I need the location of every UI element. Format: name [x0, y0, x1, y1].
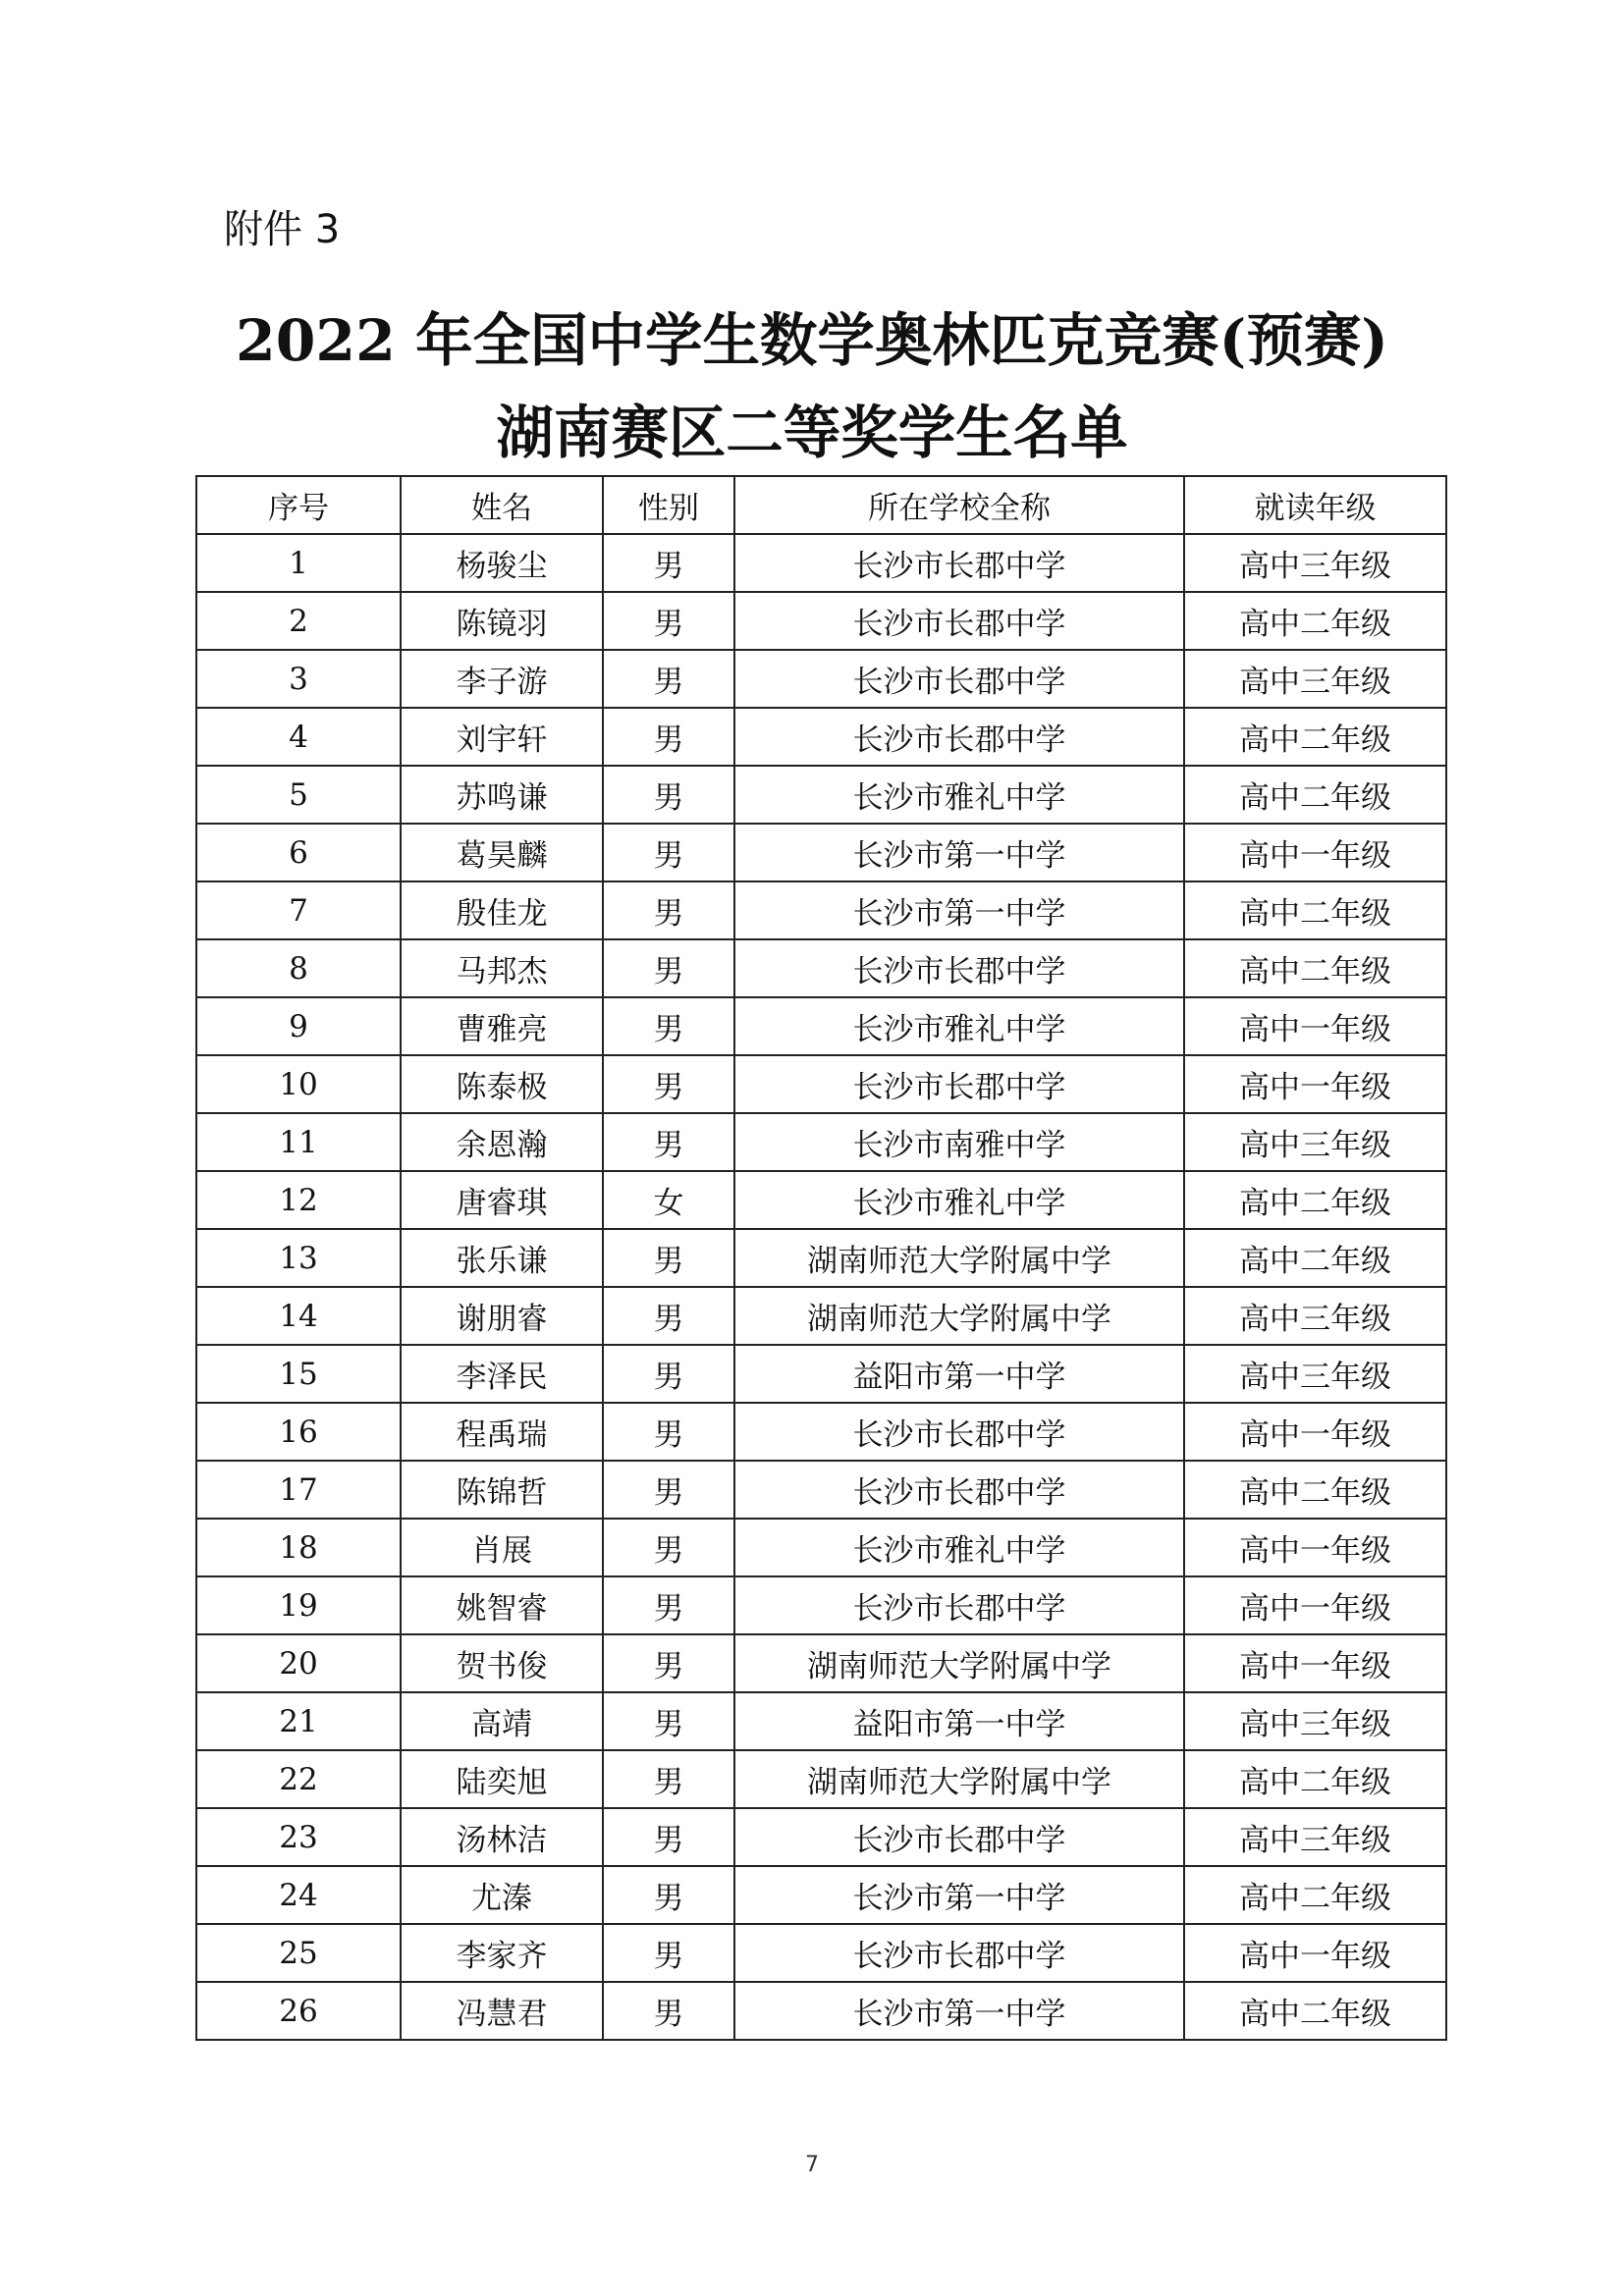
cell-serial-number: 22 [196, 1750, 401, 1808]
cell-name: 殷佳龙 [401, 881, 603, 939]
header-school: 所在学校全称 [734, 476, 1184, 534]
cell-grade: 高中三年级 [1184, 650, 1446, 708]
cell-serial-number: 15 [196, 1345, 401, 1403]
cell-grade: 高中一年级 [1184, 997, 1446, 1055]
cell-gender: 男 [603, 1345, 734, 1403]
table-row [196, 1055, 1446, 1113]
cell-gender: 男 [603, 997, 734, 1055]
cell-serial-number: 3 [196, 650, 401, 708]
cell-gender: 男 [603, 1634, 734, 1692]
cell-school: 长沙市雅礼中学 [734, 766, 1184, 824]
cell-serial-number: 8 [196, 939, 401, 997]
cell-grade: 高中三年级 [1184, 1808, 1446, 1866]
cell-school: 长沙市长郡中学 [734, 534, 1184, 592]
cell-gender: 男 [603, 1519, 734, 1576]
cell-gender: 男 [603, 534, 734, 592]
page-title-line-1: 2022 年全国中学生数学奥林匹克竞赛(预赛) [236, 306, 1388, 374]
cell-school: 长沙市第一中学 [734, 881, 1184, 939]
cell-school: 长沙市长郡中学 [734, 1461, 1184, 1519]
cell-gender: 男 [603, 1750, 734, 1808]
cell-name: 程禹瑞 [401, 1403, 603, 1461]
cell-serial-number: 7 [196, 881, 401, 939]
cell-school: 长沙市长郡中学 [734, 1576, 1184, 1634]
cell-serial-number: 4 [196, 708, 401, 766]
cell-grade: 高中二年级 [1184, 1229, 1446, 1287]
cell-serial-number: 21 [196, 1692, 401, 1750]
cell-name: 张乐谦 [401, 1229, 603, 1287]
cell-name: 马邦杰 [401, 939, 603, 997]
cell-serial-number: 5 [196, 766, 401, 824]
cell-school: 益阳市第一中学 [734, 1345, 1184, 1403]
cell-serial-number: 26 [196, 1982, 401, 2040]
cell-name: 高靖 [401, 1692, 603, 1750]
table-header-row [196, 476, 1446, 534]
table-row [196, 1808, 1446, 1866]
cell-name: 汤林洁 [401, 1808, 603, 1866]
cell-school: 长沙市长郡中学 [734, 650, 1184, 708]
cell-name: 谢朋睿 [401, 1287, 603, 1345]
cell-school: 长沙市雅礼中学 [734, 1171, 1184, 1229]
cell-name: 葛昊麟 [401, 824, 603, 881]
cell-grade: 高中二年级 [1184, 766, 1446, 824]
cell-school: 长沙市长郡中学 [734, 592, 1184, 650]
cell-serial-number: 23 [196, 1808, 401, 1866]
cell-serial-number: 20 [196, 1634, 401, 1692]
cell-serial-number: 6 [196, 824, 401, 881]
cell-gender: 男 [603, 1287, 734, 1345]
cell-gender: 男 [603, 1403, 734, 1461]
cell-serial-number: 24 [196, 1866, 401, 1924]
cell-serial-number: 14 [196, 1287, 401, 1345]
cell-serial-number: 11 [196, 1113, 401, 1171]
table-row [196, 1403, 1446, 1461]
cell-grade: 高中一年级 [1184, 1519, 1446, 1576]
cell-name: 余恩瀚 [401, 1113, 603, 1171]
table-header [196, 476, 1446, 534]
cell-gender: 男 [603, 592, 734, 650]
cell-gender: 男 [603, 1461, 734, 1519]
cell-name: 陆奕旭 [401, 1750, 603, 1808]
table-row [196, 766, 1446, 824]
cell-name: 尤溱 [401, 1866, 603, 1924]
cell-gender: 男 [603, 1055, 734, 1113]
cell-serial-number: 19 [196, 1576, 401, 1634]
cell-gender: 男 [603, 939, 734, 997]
cell-school: 益阳市第一中学 [734, 1692, 1184, 1750]
cell-grade: 高中二年级 [1184, 939, 1446, 997]
table-row [196, 1750, 1446, 1808]
cell-gender: 男 [603, 650, 734, 708]
cell-school: 长沙市长郡中学 [734, 939, 1184, 997]
cell-grade: 高中一年级 [1184, 824, 1446, 881]
table-row [196, 1576, 1446, 1634]
cell-school: 湖南师范大学附属中学 [734, 1750, 1184, 1808]
cell-name: 姚智睿 [401, 1576, 603, 1634]
table-row [196, 1924, 1446, 1982]
cell-serial-number: 13 [196, 1229, 401, 1287]
cell-school: 长沙市雅礼中学 [734, 997, 1184, 1055]
cell-grade: 高中二年级 [1184, 592, 1446, 650]
cell-gender: 男 [603, 881, 734, 939]
cell-serial-number: 9 [196, 997, 401, 1055]
table-row [196, 1519, 1446, 1576]
cell-name: 曹雅亮 [401, 997, 603, 1055]
table-row [196, 1982, 1446, 2040]
cell-school: 长沙市长郡中学 [734, 1924, 1184, 1982]
cell-grade: 高中一年级 [1184, 1576, 1446, 1634]
cell-school: 长沙市雅礼中学 [734, 1519, 1184, 1576]
cell-name: 唐睿琪 [401, 1171, 603, 1229]
cell-school: 长沙市长郡中学 [734, 1055, 1184, 1113]
cell-grade: 高中二年级 [1184, 881, 1446, 939]
table-row [196, 1287, 1446, 1345]
cell-serial-number: 25 [196, 1924, 401, 1982]
cell-gender: 男 [603, 766, 734, 824]
cell-serial-number: 17 [196, 1461, 401, 1519]
table-row [196, 592, 1446, 650]
cell-grade: 高中二年级 [1184, 708, 1446, 766]
cell-grade: 高中二年级 [1184, 1171, 1446, 1229]
table-row [196, 1461, 1446, 1519]
cell-school: 长沙市长郡中学 [734, 1403, 1184, 1461]
cell-grade: 高中三年级 [1184, 1692, 1446, 1750]
cell-name: 李家齐 [401, 1924, 603, 1982]
cell-serial-number: 2 [196, 592, 401, 650]
cell-name: 苏鸣谦 [401, 766, 603, 824]
table-row [196, 1692, 1446, 1750]
cell-name: 李子游 [401, 650, 603, 708]
cell-grade: 高中三年级 [1184, 1113, 1446, 1171]
cell-gender: 男 [603, 1982, 734, 2040]
cell-gender: 男 [603, 1229, 734, 1287]
cell-school: 长沙市长郡中学 [734, 708, 1184, 766]
cell-school: 湖南师范大学附属中学 [734, 1229, 1184, 1287]
cell-gender: 男 [603, 1576, 734, 1634]
cell-school: 长沙市第一中学 [734, 824, 1184, 881]
cell-name: 陈泰极 [401, 1055, 603, 1113]
table-body [196, 534, 1446, 2040]
header-serial-number: 序号 [196, 476, 401, 534]
table-row [196, 939, 1446, 997]
cell-gender: 女 [603, 1171, 734, 1229]
table-row [196, 1634, 1446, 1692]
cell-school: 长沙市第一中学 [734, 1982, 1184, 2040]
cell-gender: 男 [603, 824, 734, 881]
cell-gender: 男 [603, 1866, 734, 1924]
cell-grade: 高中一年级 [1184, 1055, 1446, 1113]
table-row [196, 1171, 1446, 1229]
table-row [196, 1866, 1446, 1924]
cell-gender: 男 [603, 1113, 734, 1171]
cell-grade: 高中一年级 [1184, 1634, 1446, 1692]
table-row [196, 650, 1446, 708]
cell-serial-number: 12 [196, 1171, 401, 1229]
header-gender: 性别 [603, 476, 734, 534]
cell-grade: 高中一年级 [1184, 1924, 1446, 1982]
cell-grade: 高中三年级 [1184, 1287, 1446, 1345]
table-row [196, 534, 1446, 592]
page-number: 7 [805, 2153, 819, 2177]
cell-name: 贺书俊 [401, 1634, 603, 1692]
header-grade: 就读年级 [1184, 476, 1446, 534]
cell-grade: 高中二年级 [1184, 1982, 1446, 2040]
cell-school: 长沙市长郡中学 [734, 1808, 1184, 1866]
cell-school: 湖南师范大学附属中学 [734, 1634, 1184, 1692]
cell-grade: 高中一年级 [1184, 1403, 1446, 1461]
cell-name: 陈镜羽 [401, 592, 603, 650]
table-row [196, 1229, 1446, 1287]
cell-gender: 男 [603, 1808, 734, 1866]
cell-grade: 高中二年级 [1184, 1750, 1446, 1808]
table-row [196, 1345, 1446, 1403]
table-row [196, 824, 1446, 881]
cell-school: 长沙市第一中学 [734, 1866, 1184, 1924]
attachment-label: 附件 3 [224, 207, 341, 252]
cell-name: 陈锦哲 [401, 1461, 603, 1519]
cell-serial-number: 18 [196, 1519, 401, 1576]
header-name: 姓名 [401, 476, 603, 534]
page-title-line-2: 湖南赛区二等奖学生名单 [496, 399, 1128, 466]
cell-grade: 高中二年级 [1184, 1461, 1446, 1519]
table-row [196, 997, 1446, 1055]
table-row [196, 881, 1446, 939]
cell-grade: 高中三年级 [1184, 1345, 1446, 1403]
cell-school: 长沙市南雅中学 [734, 1113, 1184, 1171]
cell-serial-number: 1 [196, 534, 401, 592]
cell-school: 湖南师范大学附属中学 [734, 1287, 1184, 1345]
cell-serial-number: 16 [196, 1403, 401, 1461]
award-roster-table [195, 475, 1447, 2041]
cell-grade: 高中三年级 [1184, 534, 1446, 592]
cell-name: 李泽民 [401, 1345, 603, 1403]
cell-serial-number: 10 [196, 1055, 401, 1113]
cell-gender: 男 [603, 1692, 734, 1750]
cell-name: 肖展 [401, 1519, 603, 1576]
table-row [196, 708, 1446, 766]
cell-name: 冯慧君 [401, 1982, 603, 2040]
cell-name: 杨骏尘 [401, 534, 603, 592]
cell-gender: 男 [603, 708, 734, 766]
table-row [196, 1113, 1446, 1171]
cell-grade: 高中二年级 [1184, 1866, 1446, 1924]
cell-name: 刘宇轩 [401, 708, 603, 766]
cell-gender: 男 [603, 1924, 734, 1982]
